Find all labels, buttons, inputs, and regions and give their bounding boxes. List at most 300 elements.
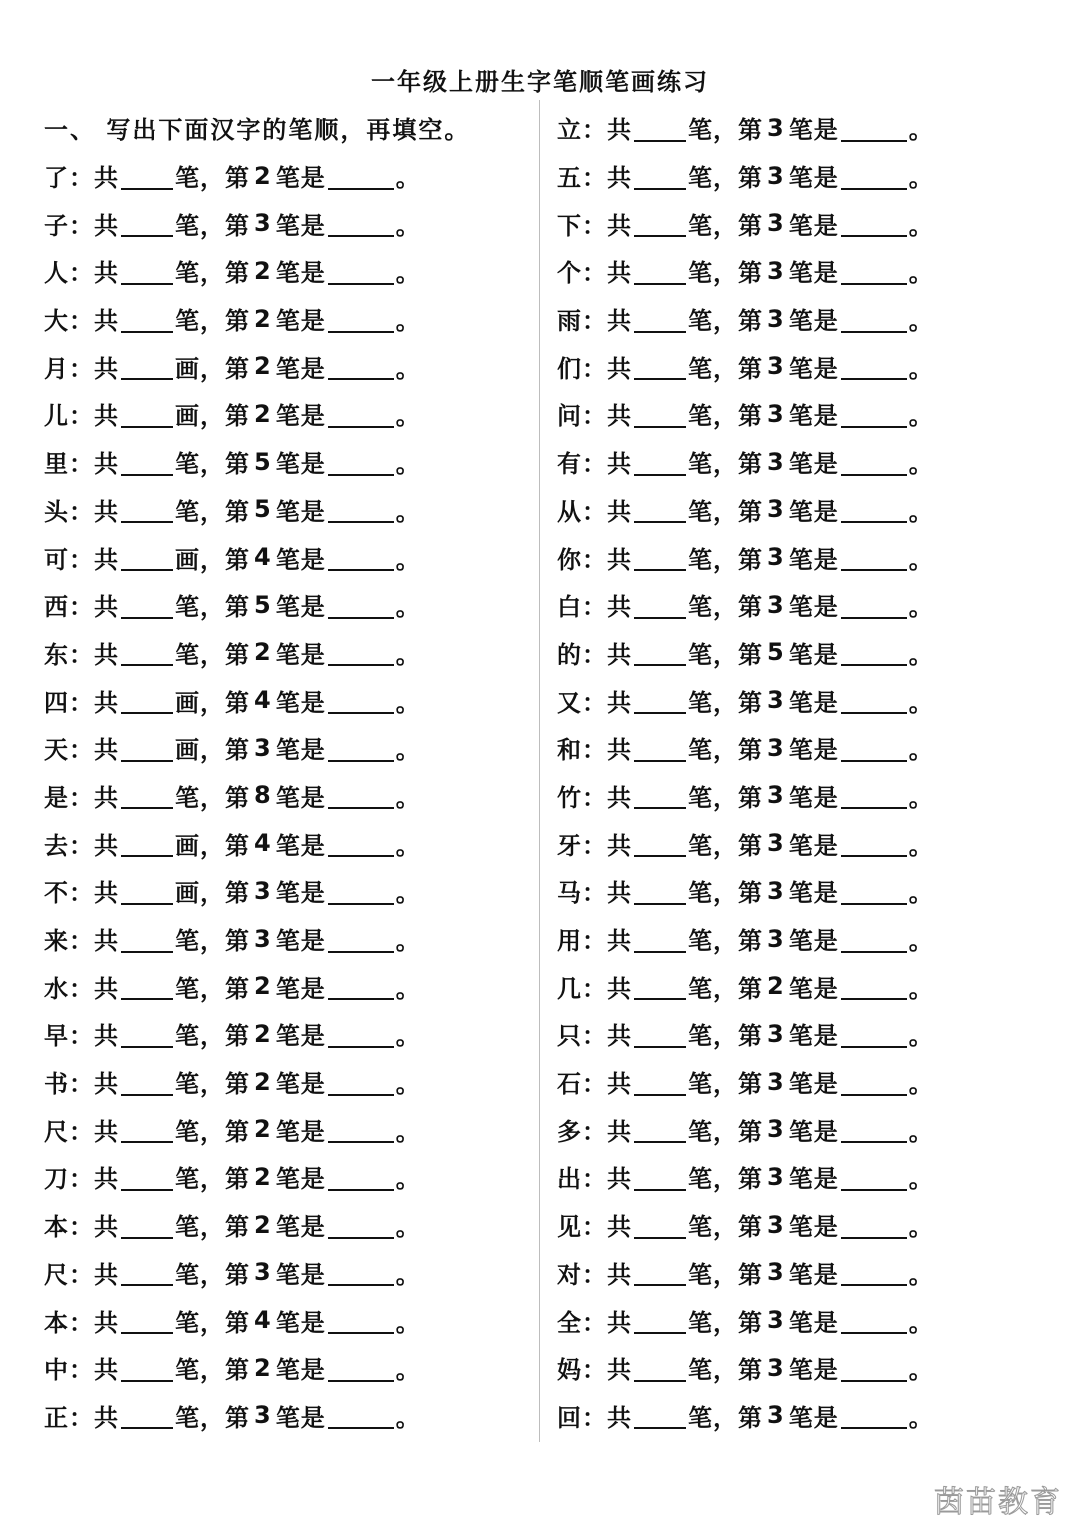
stroke-name-blank[interactable] <box>328 972 394 1000</box>
exercise-row <box>44 1105 470 1153</box>
stroke-count-blank[interactable] <box>121 638 173 666</box>
stroke-count-blank[interactable] <box>634 1115 686 1143</box>
stroke-name-blank[interactable] <box>841 495 907 523</box>
stroke-name-blank[interactable] <box>328 925 394 953</box>
stroke-count-blank[interactable] <box>121 1354 173 1382</box>
total-label: 共 <box>94 1070 119 1099</box>
unit-label: 笔 <box>688 1260 713 1289</box>
stroke-count-blank[interactable] <box>121 305 173 333</box>
stroke-number: 2 <box>254 161 272 190</box>
stroke-name-blank[interactable] <box>328 543 394 571</box>
comma-label: ， <box>713 1070 738 1099</box>
target-character: 本 <box>44 1213 69 1242</box>
stroke-is-label: 笔是 <box>275 402 326 431</box>
total-label: 共 <box>94 640 119 669</box>
stroke-count-blank[interactable] <box>121 877 173 905</box>
target-character: 本 <box>44 1308 69 1337</box>
target-character: 可 <box>44 545 69 574</box>
stroke-name-blank[interactable] <box>328 1354 394 1382</box>
total-label: 共 <box>607 1260 632 1289</box>
stroke-name-blank[interactable] <box>841 1354 907 1382</box>
stroke-number: 3 <box>254 1401 272 1430</box>
stroke-name-blank[interactable] <box>328 352 394 380</box>
stroke-number: 2 <box>254 1019 272 1048</box>
stroke-name-blank[interactable] <box>841 925 907 953</box>
stroke-name-blank[interactable] <box>328 1401 394 1429</box>
target-character: 妈 <box>557 1356 582 1385</box>
stroke-name-blank[interactable] <box>841 591 907 619</box>
stroke-name-blank[interactable] <box>841 734 907 762</box>
stroke-is-label: 笔是 <box>788 688 839 717</box>
stroke-name-blank[interactable] <box>328 1163 394 1191</box>
stroke-name-blank[interactable] <box>841 209 907 237</box>
period-label: 。 <box>395 1260 421 1289</box>
total-label: 共 <box>607 974 632 1003</box>
ordinal-label: 第 <box>738 593 763 622</box>
comma-label: ， <box>713 1260 738 1289</box>
period-label: 。 <box>395 879 421 908</box>
period-label: 。 <box>395 259 421 288</box>
stroke-count-blank[interactable] <box>121 1163 173 1191</box>
unit-label: 画 <box>175 879 200 908</box>
colon-label: ： <box>582 1260 607 1289</box>
stroke-is-label: 笔是 <box>275 545 326 574</box>
period-label: 。 <box>908 1308 934 1337</box>
stroke-count-blank[interactable] <box>121 1068 173 1096</box>
stroke-count-blank[interactable] <box>634 543 686 571</box>
stroke-name-blank[interactable] <box>328 781 394 809</box>
period-label: 。 <box>908 736 934 765</box>
total-label: 共 <box>607 1117 632 1146</box>
exercise-row <box>557 629 934 677</box>
stroke-name-blank[interactable] <box>841 1258 907 1286</box>
stroke-is-label: 笔是 <box>788 736 839 765</box>
stroke-count-blank[interactable] <box>121 1211 173 1239</box>
stroke-name-blank[interactable] <box>841 1163 907 1191</box>
target-character: 早 <box>44 1022 69 1051</box>
stroke-count-blank[interactable] <box>634 257 686 285</box>
period-label: 。 <box>395 402 421 431</box>
instruction-text: 一、 写出下面汉字的笔顺，再填空。 <box>44 116 471 145</box>
target-character: 白 <box>557 593 582 622</box>
stroke-number: 3 <box>254 924 272 953</box>
stroke-is-label: 笔是 <box>788 307 839 336</box>
stroke-count-blank[interactable] <box>121 1306 173 1334</box>
ordinal-label: 第 <box>225 307 250 336</box>
period-label: 。 <box>395 1165 421 1194</box>
stroke-name-blank[interactable] <box>841 305 907 333</box>
unit-label: 笔 <box>688 640 713 669</box>
stroke-name-blank[interactable] <box>841 352 907 380</box>
target-character: 马 <box>557 879 582 908</box>
stroke-count-blank[interactable] <box>634 1306 686 1334</box>
target-character: 中 <box>44 1356 69 1385</box>
target-character: 多 <box>557 1117 582 1146</box>
comma-label: ， <box>713 1403 738 1432</box>
stroke-name-blank[interactable] <box>328 686 394 714</box>
stroke-count-blank[interactable] <box>634 829 686 857</box>
total-label: 共 <box>94 497 119 526</box>
stroke-count-blank[interactable] <box>634 1401 686 1429</box>
page-title: 一年级上册生字笔顺笔画练习 <box>371 68 709 96</box>
colon-label: ： <box>582 402 607 431</box>
target-character: 牙 <box>557 831 582 860</box>
period-label: 。 <box>395 640 421 669</box>
colon-label: ： <box>69 1117 94 1146</box>
stroke-count-blank[interactable] <box>121 400 173 428</box>
stroke-count-blank[interactable] <box>634 686 686 714</box>
stroke-count-blank[interactable] <box>121 1020 173 1048</box>
stroke-number: 3 <box>767 829 785 858</box>
stroke-name-blank[interactable] <box>328 1068 394 1096</box>
unit-label: 笔 <box>688 1356 713 1385</box>
ordinal-label: 第 <box>225 688 250 717</box>
stroke-count-blank[interactable] <box>634 877 686 905</box>
stroke-name-blank[interactable] <box>328 257 394 285</box>
stroke-is-label: 笔是 <box>788 164 839 193</box>
exercise-row <box>557 342 934 390</box>
comma-label: ， <box>200 545 225 574</box>
period-label: 。 <box>908 402 934 431</box>
stroke-count-blank[interactable] <box>634 1211 686 1239</box>
stroke-name-blank[interactable] <box>328 591 394 619</box>
colon-label: ： <box>69 402 94 431</box>
exercise-row <box>557 295 934 343</box>
unit-label: 笔 <box>175 593 200 622</box>
comma-label: ， <box>713 974 738 1003</box>
comma-label: ， <box>200 1308 225 1337</box>
stroke-name-blank[interactable] <box>841 1401 907 1429</box>
stroke-number: 3 <box>767 1115 785 1144</box>
target-character: 月 <box>44 354 69 383</box>
ordinal-label: 第 <box>225 497 250 526</box>
stroke-name-blank[interactable] <box>841 114 907 142</box>
stroke-name-blank[interactable] <box>841 448 907 476</box>
ordinal-label: 第 <box>738 831 763 860</box>
comma-label: ， <box>713 307 738 336</box>
stroke-name-blank[interactable] <box>841 1020 907 1048</box>
period-label: 。 <box>908 164 934 193</box>
comma-label: ， <box>200 640 225 669</box>
colon-label: ： <box>69 1356 94 1385</box>
stroke-name-blank[interactable] <box>841 686 907 714</box>
colon-label: ： <box>582 927 607 956</box>
stroke-count-blank[interactable] <box>121 925 173 953</box>
unit-label: 笔 <box>688 974 713 1003</box>
stroke-name-blank[interactable] <box>328 1306 394 1334</box>
stroke-name-blank[interactable] <box>841 257 907 285</box>
comma-label: ， <box>713 259 738 288</box>
stroke-count-blank[interactable] <box>634 448 686 476</box>
stroke-count-blank[interactable] <box>121 162 173 190</box>
exercise-row <box>557 1392 934 1440</box>
stroke-count-blank[interactable] <box>634 1068 686 1096</box>
target-character: 尺 <box>44 1260 69 1289</box>
unit-label: 笔 <box>175 1022 200 1051</box>
stroke-name-blank[interactable] <box>328 829 394 857</box>
target-character: 东 <box>44 640 69 669</box>
stroke-count-blank[interactable] <box>121 209 173 237</box>
unit-label: 笔 <box>175 640 200 669</box>
stroke-is-label: 笔是 <box>275 1308 326 1337</box>
unit-label: 笔 <box>175 974 200 1003</box>
unit-label: 笔 <box>688 688 713 717</box>
comma-label: ， <box>713 927 738 956</box>
target-character: 水 <box>44 974 69 1003</box>
stroke-name-blank[interactable] <box>841 400 907 428</box>
ordinal-label: 第 <box>225 879 250 908</box>
period-label: 。 <box>908 307 934 336</box>
ordinal-label: 第 <box>738 1165 763 1194</box>
stroke-name-blank[interactable] <box>841 1115 907 1143</box>
stroke-count-blank[interactable] <box>121 1401 173 1429</box>
ordinal-label: 第 <box>225 831 250 860</box>
unit-label: 画 <box>175 831 200 860</box>
period-label: 。 <box>395 354 421 383</box>
stroke-name-blank[interactable] <box>841 829 907 857</box>
target-character: 大 <box>44 307 69 336</box>
stroke-is-label: 笔是 <box>788 211 839 240</box>
unit-label: 笔 <box>175 1117 200 1146</box>
comma-label: ， <box>713 450 738 479</box>
stroke-count-blank[interactable] <box>634 352 686 380</box>
period-label: 。 <box>908 1022 934 1051</box>
stroke-name-blank[interactable] <box>328 448 394 476</box>
ordinal-label: 第 <box>738 1213 763 1242</box>
period-label: 。 <box>395 1117 421 1146</box>
target-character: 头 <box>44 497 69 526</box>
total-label: 共 <box>607 545 632 574</box>
period-label: 。 <box>395 736 421 765</box>
stroke-number: 3 <box>254 209 272 238</box>
stroke-name-blank[interactable] <box>841 638 907 666</box>
target-character: 西 <box>44 593 69 622</box>
exercise-row <box>557 724 934 772</box>
stroke-count-blank[interactable] <box>634 638 686 666</box>
comma-label: ， <box>200 1356 225 1385</box>
comma-label: ， <box>200 497 225 526</box>
colon-label: ： <box>69 259 94 288</box>
unit-label: 笔 <box>175 1260 200 1289</box>
comma-label: ， <box>200 1403 225 1432</box>
stroke-name-blank[interactable] <box>328 1115 394 1143</box>
unit-label: 笔 <box>688 1165 713 1194</box>
ordinal-label: 第 <box>225 164 250 193</box>
stroke-count-blank[interactable] <box>634 162 686 190</box>
stroke-count-blank[interactable] <box>634 734 686 762</box>
unit-label: 笔 <box>175 927 200 956</box>
stroke-count-blank[interactable] <box>634 591 686 619</box>
stroke-count-blank[interactable] <box>634 305 686 333</box>
stroke-is-label: 笔是 <box>275 736 326 765</box>
stroke-number: 3 <box>767 1258 785 1287</box>
colon-label: ： <box>582 640 607 669</box>
exercise-row <box>557 104 934 152</box>
stroke-name-blank[interactable] <box>328 1211 394 1239</box>
stroke-name-blank[interactable] <box>328 1258 394 1286</box>
stroke-count-blank[interactable] <box>634 114 686 142</box>
stroke-number: 5 <box>254 495 272 524</box>
ordinal-label: 第 <box>225 1022 250 1051</box>
target-character: 立 <box>557 116 582 145</box>
target-character: 对 <box>557 1260 582 1289</box>
target-character: 了 <box>44 164 69 193</box>
stroke-count-blank[interactable] <box>121 734 173 762</box>
exercise-row <box>557 581 934 629</box>
exercise-row <box>557 247 934 295</box>
stroke-name-blank[interactable] <box>841 877 907 905</box>
colon-label: ： <box>582 164 607 193</box>
stroke-count-blank[interactable] <box>121 448 173 476</box>
exercise-row <box>557 962 934 1010</box>
stroke-name-blank[interactable] <box>841 972 907 1000</box>
stroke-is-label: 笔是 <box>275 164 326 193</box>
colon-label: ： <box>582 259 607 288</box>
stroke-count-blank[interactable] <box>121 972 173 1000</box>
period-label: 。 <box>395 593 421 622</box>
target-character: 的 <box>557 640 582 669</box>
comma-label: ， <box>713 736 738 765</box>
target-character: 几 <box>557 974 582 1003</box>
period-label: 。 <box>395 211 421 240</box>
stroke-number: 3 <box>767 543 785 572</box>
comma-label: ， <box>200 831 225 860</box>
total-label: 共 <box>607 640 632 669</box>
target-character: 有 <box>557 450 582 479</box>
total-label: 共 <box>607 831 632 860</box>
stroke-count-blank[interactable] <box>634 1258 686 1286</box>
stroke-count-blank[interactable] <box>634 972 686 1000</box>
stroke-name-blank[interactable] <box>328 162 394 190</box>
total-label: 共 <box>94 450 119 479</box>
stroke-count-blank[interactable] <box>121 543 173 571</box>
period-label: 。 <box>908 259 934 288</box>
stroke-count-blank[interactable] <box>121 686 173 714</box>
stroke-count-blank[interactable] <box>634 495 686 523</box>
exercise-row <box>44 676 470 724</box>
stroke-count-blank[interactable] <box>121 781 173 809</box>
stroke-name-blank[interactable] <box>841 1211 907 1239</box>
stroke-name-blank[interactable] <box>328 400 394 428</box>
stroke-name-blank[interactable] <box>328 305 394 333</box>
exercise-row <box>44 1010 470 1058</box>
unit-label: 笔 <box>688 497 713 526</box>
unit-label: 画 <box>175 402 200 431</box>
stroke-is-label: 笔是 <box>788 640 839 669</box>
stroke-count-blank[interactable] <box>634 1020 686 1048</box>
stroke-is-label: 笔是 <box>788 1213 839 1242</box>
colon-label: ： <box>582 736 607 765</box>
target-character: 下 <box>557 211 582 240</box>
stroke-number: 3 <box>767 352 785 381</box>
total-label: 共 <box>94 1117 119 1146</box>
stroke-count-blank[interactable] <box>121 257 173 285</box>
stroke-is-label: 笔是 <box>788 497 839 526</box>
stroke-count-blank[interactable] <box>634 925 686 953</box>
total-label: 共 <box>607 211 632 240</box>
stroke-number: 3 <box>767 256 785 285</box>
total-label: 共 <box>94 1356 119 1385</box>
total-label: 共 <box>607 354 632 383</box>
exercise-row <box>557 390 934 438</box>
stroke-number: 8 <box>254 781 272 810</box>
comma-label: ， <box>713 354 738 383</box>
stroke-name-blank[interactable] <box>841 781 907 809</box>
stroke-number: 2 <box>254 1210 272 1239</box>
stroke-count-blank[interactable] <box>121 352 173 380</box>
stroke-count-blank[interactable] <box>634 400 686 428</box>
period-label: 。 <box>395 545 421 574</box>
comma-label: ， <box>200 1022 225 1051</box>
stroke-count-blank[interactable] <box>634 781 686 809</box>
stroke-name-blank[interactable] <box>841 162 907 190</box>
unit-label: 笔 <box>175 1308 200 1337</box>
unit-label: 笔 <box>688 354 713 383</box>
stroke-is-label: 笔是 <box>275 831 326 860</box>
stroke-count-blank[interactable] <box>121 495 173 523</box>
target-character: 子 <box>44 211 69 240</box>
stroke-name-blank[interactable] <box>328 734 394 762</box>
ordinal-label: 第 <box>225 1165 250 1194</box>
colon-label: ： <box>69 879 94 908</box>
ordinal-label: 第 <box>738 259 763 288</box>
stroke-name-blank[interactable] <box>841 543 907 571</box>
total-label: 共 <box>94 879 119 908</box>
ordinal-label: 第 <box>738 164 763 193</box>
stroke-count-blank[interactable] <box>121 829 173 857</box>
total-label: 共 <box>94 831 119 860</box>
stroke-is-label: 笔是 <box>788 1308 839 1337</box>
stroke-is-label: 笔是 <box>788 116 839 145</box>
period-label: 。 <box>395 164 421 193</box>
stroke-name-blank[interactable] <box>328 877 394 905</box>
stroke-name-blank[interactable] <box>841 1068 907 1096</box>
stroke-name-blank[interactable] <box>328 1020 394 1048</box>
period-label: 。 <box>908 450 934 479</box>
stroke-number: 4 <box>254 543 272 572</box>
colon-label: ： <box>69 164 94 193</box>
stroke-count-blank[interactable] <box>634 1163 686 1191</box>
stroke-name-blank[interactable] <box>328 638 394 666</box>
exercise-row <box>44 915 470 963</box>
total-label: 共 <box>607 307 632 336</box>
ordinal-label: 第 <box>225 974 250 1003</box>
exercise-row <box>557 1201 934 1249</box>
period-label: 。 <box>908 640 934 669</box>
stroke-count-blank[interactable] <box>121 591 173 619</box>
period-label: 。 <box>395 1403 421 1432</box>
stroke-count-blank[interactable] <box>634 1354 686 1382</box>
target-character: 和 <box>557 736 582 765</box>
target-character: 不 <box>44 879 69 908</box>
stroke-name-blank[interactable] <box>328 495 394 523</box>
stroke-count-blank[interactable] <box>634 209 686 237</box>
colon-label: ： <box>69 450 94 479</box>
colon-label: ： <box>69 354 94 383</box>
stroke-number: 3 <box>767 590 785 619</box>
total-label: 共 <box>94 1165 119 1194</box>
stroke-number: 3 <box>767 1067 785 1096</box>
stroke-number: 3 <box>767 209 785 238</box>
unit-label: 笔 <box>688 1403 713 1432</box>
unit-label: 笔 <box>175 307 200 336</box>
total-label: 共 <box>607 164 632 193</box>
stroke-name-blank[interactable] <box>841 1306 907 1334</box>
stroke-count-blank[interactable] <box>121 1258 173 1286</box>
stroke-count-blank[interactable] <box>121 1115 173 1143</box>
stroke-name-blank[interactable] <box>328 209 394 237</box>
colon-label: ： <box>582 783 607 812</box>
